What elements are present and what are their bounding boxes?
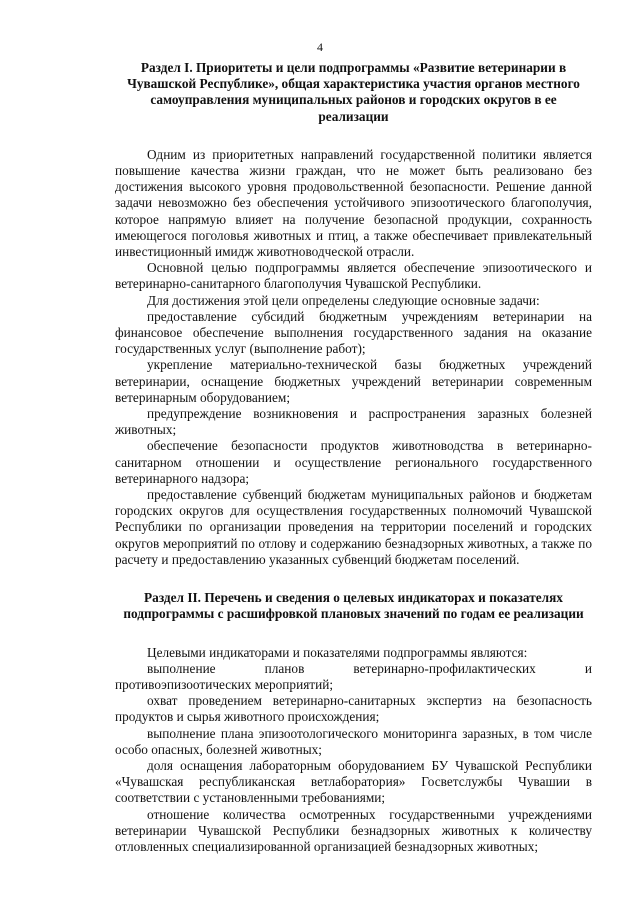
task-item: укрепление материально-технической базы бюджетных учреждений ветеринарии, оснащение бюджетных учреждений ветеринарии современным ветеринарным оборудованием; (115, 357, 592, 405)
section-1-body (115, 147, 592, 568)
indicator-item: выполнение плана эпизоотологического мониторинга заразных, в том числе особо опасных, болезней животных; (115, 725, 592, 757)
section-1-heading: Раздел I. Приоритеты и цели подпрограммы «Развитие ветеринарии в Чувашской Республике», общая характеристика участия органов местного самоуправления муниципальных районов и городских округов в ее реализации (127, 60, 580, 124)
task-item: предоставление субсидий бюджетным учреждениям ветеринарии на финансовое обеспечение выполнения государственного задания на оказание государственных услуг (выполнение работ); (115, 308, 592, 357)
document-body (115, 60, 592, 855)
task-item: предупреждение возникновения и распространения заразных болезней животных; (115, 406, 592, 438)
page-number: 4 (317, 40, 323, 54)
indicator-item: выполнение планов ветеринарно-профилактических и противоэпизоотических мероприятий; (115, 660, 592, 692)
section-2-heading: Раздел II. Перечень и сведения о целевых индикаторах и показателях подпрограммы с расшифровкой плановых значений по годам ее реализации (123, 590, 584, 622)
paragraph: Для достижения этой цели определены следующие основные задачи: (147, 292, 540, 308)
paragraph: Целевыми индикаторами и показателями подпрограммы являются: (147, 644, 528, 660)
paragraph: Основной целью подпрограммы является обеспечение эпизоотического и ветеринарно-санитарного благополучия Чувашской Республики. (115, 260, 592, 292)
section-2-body (115, 645, 592, 856)
task-item: предоставление субвенций бюджетам муниципальных районов и бюджетам городских округов для осуществления государственных полномочий Чувашской Республики по организации проведения на территории поселений и городских округов мероприятий по отлову и содержанию безнадзорных животных, а также по расчету и предоставлению указанных субвенций бюджетам поселений. (115, 487, 592, 567)
indicator-item: доля оснащения лабораторным оборудованием БУ Чувашской Республики «Чувашская республиканская ветлаборатория» Госветслужбы Чувашии в соответствии с установленными требованиями; (115, 757, 592, 806)
paragraph: Одним из приоритетных направлений государственной политики является повышение качества жизни граждан, что не может быть реализовано без достижения высокого уровня продовольственной безопасности. Решение данной задачи невозможно без обеспечения устойчивого эпизоотического благополучия, которое напрямую влияет на получение безопасной продукции, сохранность имеющегося поголовья животных и птиц, а также обеспечивает привлекательный инвестиционный имидж животноводческой отрасли. (115, 146, 592, 260)
indicator-item: охват проведением ветеринарно-санитарных экспертиз на безопасность продуктов и сырья животного происхождения; (115, 693, 592, 725)
task-item: обеспечение безопасности продуктов животноводства в ветеринарно-санитарном отношении и осуществление регионального государственного ветеринарного надзора; (115, 438, 592, 486)
indicator-item: отношение количества осмотренных государственными учреждениями ветеринарии Чувашской Республики безнадзорных животных к количеству отловленных специализированной организацией безнадзорных животных; (115, 806, 592, 854)
